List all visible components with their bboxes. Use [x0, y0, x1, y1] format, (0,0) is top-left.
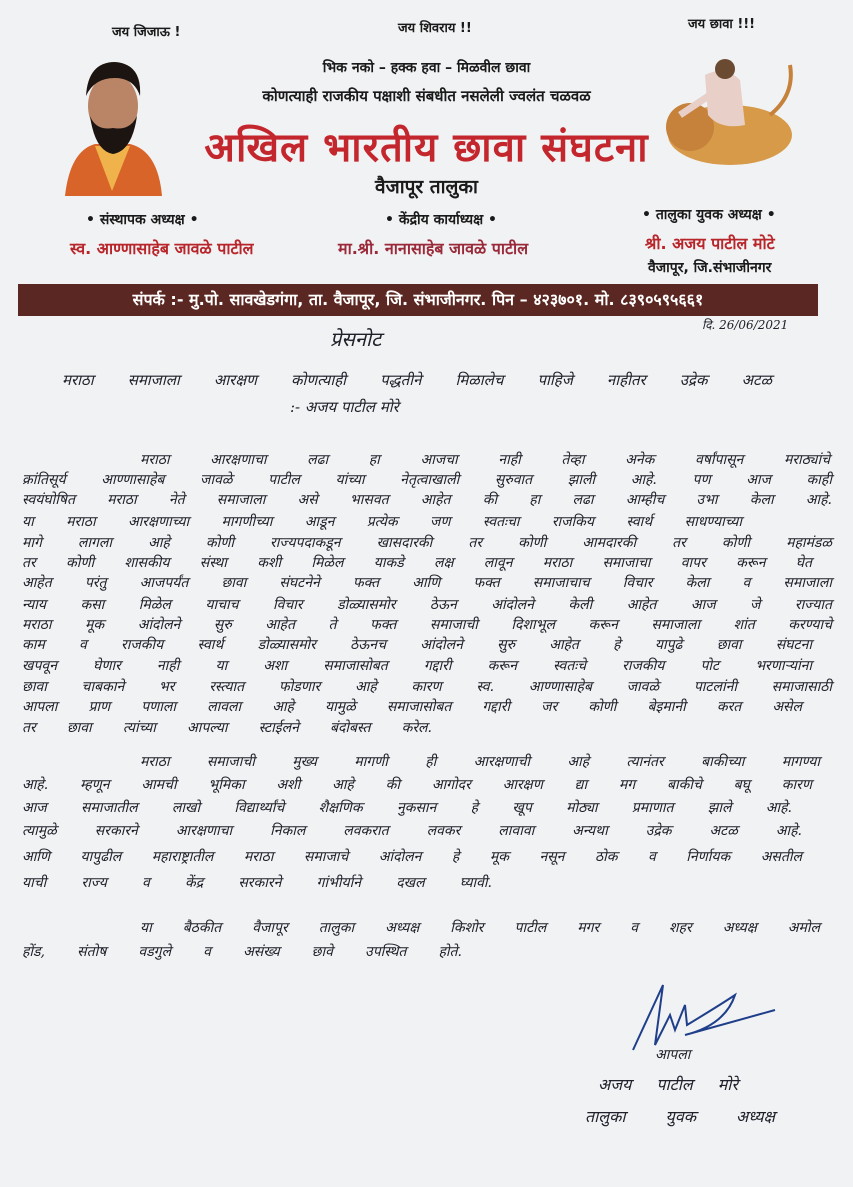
paragraph-line: मराठा समाजाची मुख्य मागणी ही आरक्षणाची आहे त्यानंतर बाकीच्या मागण्या: [140, 754, 820, 770]
signatory-designation: तालुका युवक अध्यक्ष: [585, 1107, 775, 1126]
slogan-right: जय छावा !!!: [688, 17, 756, 32]
paragraph-line: मागे लागला आहे कोणी राज्यपदाकडून खासदारकी तर कोणी आमदारकी तर कोणी महामंडळ: [22, 535, 832, 551]
paragraph-line: आहेत परंतु आजपर्यंत छावा संघटनेने फक्त आणि फक्त समाजाचाच विचार केला व समाजाला: [22, 575, 832, 591]
paragraph-line: आपला प्राण पणाला लावला आहे यामुळे समाजासोबत गद्दारी जर कोणी बेइमानी करत असेल: [22, 699, 802, 715]
paragraph-line: या मराठा आरक्षणाच्या मागणीच्या आडून प्रत्येक जण स्वतःचा राजकिय स्वार्थ साधण्याच्या: [22, 514, 742, 530]
contact-band: संपर्क :- मु.पो. सावखेडगंगा, ता. वैजापूर, जि. संभाजीनगर. पिन – ४२३७०१. मो. ८३९०५९५६६१: [18, 284, 818, 316]
slogan-center: जय शिवराय !!: [398, 21, 472, 36]
paragraph-line: छावा चाबकाने भर रस्त्यात फोडणार आहे कारण स्व. आण्णासाहेब जावळे पाटलांनी समाजासाठी: [22, 679, 832, 695]
paragraph-line: आज समाजातील लाखो विद्यार्थ्यांचे शैक्षणिक नुकसान हे खूप मोठ्या प्रमाणात झाले आहे.: [22, 800, 792, 816]
motto: भिक नको – हक्क हवा – मिळवील छावा: [322, 60, 531, 76]
official-place-taluka: वैजापूर, जि.संभाजीनगर: [648, 260, 772, 276]
paragraph-line: स्वयंघोषित मराठा नेते समाजाला असे भासवत आहेत की हा लढा आम्हीच उभा केला आहे.: [22, 492, 832, 508]
official-name-central: मा.श्री. नानासाहेब जावळे पाटील: [338, 239, 529, 258]
paragraph-line: मराठा आरक्षणाचा लढा हा आजचा नाही तेव्हा अनेक वर्षांपासून मराठ्यांचे: [140, 452, 830, 468]
signatory-name: अजय पाटील मोरे: [598, 1075, 738, 1094]
paragraph-line: क्रांतिसूर्य आण्णासाहेब जावळे पाटील यांच्या नेतृत्वाखाली सुरुवात झाली आहे. पण आज काही: [22, 472, 832, 488]
official-role-founder: • संस्थापक अध्यक्ष •: [86, 212, 199, 228]
paragraph-line: या बैठकीत वैजापूर तालुका अध्यक्ष किशोर पाटील मगर व शहर अध्यक्ष अमोल: [140, 920, 820, 936]
branch-name: वैजापूर तालुका: [375, 176, 478, 198]
official-role-central: • केंद्रीय कार्याध्यक्ष •: [385, 212, 497, 228]
organization-name: अखिल भारतीय छावा संघटना: [204, 125, 649, 171]
paragraph-line: तर कोणी शासकीय संस्था कशी मिळेल याकडे लक्ष लावून मराठा समाजाचा वापर करून घेत: [22, 555, 812, 571]
paragraph-line: काम व राजकीय स्वार्थ डोळ्यासमोर ठेऊनच आंदोलने सुरु आहेत हे यापुढे छावा संघटना: [22, 637, 812, 653]
paragraph-line: खपवून घेणार नाही या अशा समाजासोबत गद्दारी करून स्वतःचे राजकीय पोट भरणाऱ्यांना: [22, 658, 812, 674]
official-name-taluka: श्री. अजय पाटील मोटे: [645, 234, 775, 253]
closing: आपला: [655, 1047, 691, 1063]
official-name-founder: स्व. आण्णासाहेब जावळे पाटील: [70, 239, 254, 258]
paragraph-line: आहे. म्हणून आमची भूमिका अशी आहे की आगोदर आरक्षण द्या मग बाकीचे बघू कारण: [22, 777, 812, 793]
paragraph-line: मराठा मूक आंदोलने सुरु आहेत ते फक्त समाजाची दिशाभूल करून समाजाला शांत करण्याचे: [22, 617, 832, 633]
paragraph-line: आणि यापुढील महाराष्ट्रातील मराठा समाजाचे आंदोलन हे मूक नसून ठोक व निर्णायक असतील: [22, 849, 802, 865]
official-role-taluka: • तालुका युवक अध्यक्ष •: [642, 207, 776, 223]
letter-subject: मराठा समाजाला आरक्षण कोणत्याही पद्धतीने मिळालेच पाहिजे नाहीतर उद्रेक अटळ: [62, 371, 772, 389]
paragraph-line: न्याय कसा मिळेल याचाच विचार डोळ्यासमोर ठेऊन आंदोलने केली आहेत आज जे राज्यात: [22, 597, 832, 613]
paragraph-line: त्यामुळे सरकारने आरक्षणाचा निकाल लवकरात लवकर लावावा अन्यथा उद्रेक अटळ आहे.: [22, 823, 802, 839]
letter-heading: प्रेसनोट: [330, 327, 382, 351]
letter-date: दि. 26/06/2021: [702, 318, 789, 332]
slogan-left: जय जिजाऊ !: [112, 25, 181, 40]
tagline: कोणत्याही राजकीय पक्षाशी संबधीत नसलेली ज्वलंत चळवळ: [262, 87, 591, 105]
paragraph-line: तर छावा त्यांच्या आपल्या स्टाईलने बंदोबस्त करेल.: [22, 720, 432, 736]
paragraph-line: याची राज्य व केंद्र सरकारने गांभीर्याने दखल घ्यावी.: [22, 875, 492, 891]
paragraph-line: होंड, संतोष वडगुले व असंख्य छावे उपस्थित होते.: [22, 944, 462, 960]
letter-subject-author: :- अजय पाटील मोरे: [290, 398, 399, 416]
signature: [625, 975, 785, 1055]
